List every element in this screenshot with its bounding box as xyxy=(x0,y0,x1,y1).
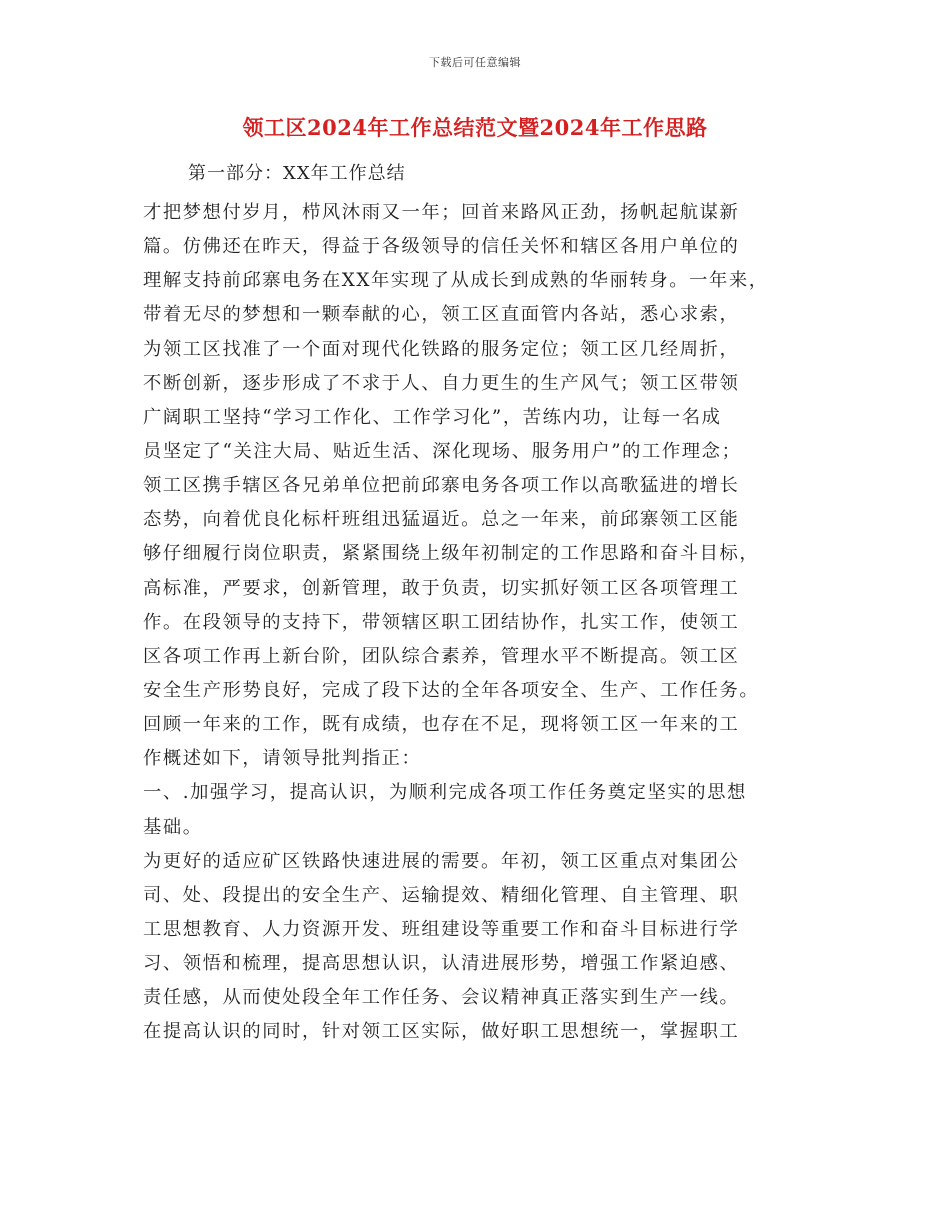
body-line: 在提高认识的同时，针对领工区实际，做好职工思想统一，掌握职工 xyxy=(143,1021,740,1043)
body-line: 责任感，从而使处段全年工作任务、会议精神真正落实到生产一线。 xyxy=(143,987,740,1009)
body-text xyxy=(143,196,823,1050)
body-line: 习、领悟和梳理，提高思想认识，认清进展形势，增强工作紧迫感、 xyxy=(143,953,740,975)
body-line: 一、.加强学习，提高认识，为顺利完成各项工作任务奠定坚实的思想 xyxy=(143,782,747,804)
body-line: 广阔职工坚持“学习工作化、工作学习化”，苦练内功，让每一名成 xyxy=(143,406,722,428)
body-line: 作概述如下，请领导批判指正： xyxy=(143,748,422,770)
body-line: 回顾一年来的工作，既有成绩，也存在不足，现将领工区一年来的工 xyxy=(143,714,740,736)
body-line: 为领工区找准了一个面对现代化铁路的服务定位；领工区几经周折， xyxy=(143,338,740,360)
body-line: 篇。仿佛还在昨天，得益于各级领导的信任关怀和辖区各用户单位的 xyxy=(143,236,740,258)
body-line: 才把梦想付岁月，栉风沐雨又一年；回首来路风正劲，扬帆起航谋新 xyxy=(143,202,740,223)
document-title: 领工区2024年工作总结范文暨2024年工作思路 xyxy=(242,115,708,140)
body-line: 基础。 xyxy=(143,816,203,838)
section-heading: 第一部分：XX年工作总结 xyxy=(188,163,406,184)
header-note: 下载后可任意编辑 xyxy=(429,56,521,69)
body-line: 不断创新，逐步形成了不求于人、自力更生的生产风气；领工区带领 xyxy=(143,372,740,394)
body-line: 为更好的适应矿区铁路快速进展的需要。年初，领工区重点对集团公 xyxy=(143,850,740,872)
body-line: 作。在段领导的支持下，带领辖区职工团结协作，扎实工作，使领工 xyxy=(143,611,740,633)
body-line: 高标准，严要求，创新管理，敢于负责，切实抓好领工区各项管理工 xyxy=(143,577,740,599)
body-line: 领工区携手辖区各兄弟单位把前邱寨电务各项工作以高歌猛进的增长 xyxy=(143,475,740,497)
body-line: 带着无尽的梦想和一颗奉献的心，领工区直面管内各站，悉心求索， xyxy=(143,304,740,326)
body-line: 态势，向着优良化标杆班组迅猛逼近。总之一年来，前邱寨领工区能 xyxy=(143,509,740,531)
body-line: 司、处、段提出的安全生产、运输提效、精细化管理、自主管理、职 xyxy=(143,884,740,906)
body-line: 安全生产形势良好，完成了段下达的全年各项安全、生产、工作任务。 xyxy=(143,679,760,701)
body-line: 员坚定了“关注大局、贴近生活、深化现场、服务用户”的工作理念； xyxy=(143,440,742,462)
body-line: 理解支持前邱寨电务在XX年实现了从成长到成熟的华丽转身。一年来， xyxy=(143,270,769,292)
body-line: 工思想教育、人力资源开发、班组建设等重要工作和奋斗目标进行学 xyxy=(143,918,740,940)
body-line: 区各项工作再上新台阶，团队综合素养，管理水平不断提高。领工区 xyxy=(143,645,740,667)
body-line: 够仔细履行岗位职责，紧紧围绕上级年初制定的工作思路和奋斗目标， xyxy=(143,543,760,565)
